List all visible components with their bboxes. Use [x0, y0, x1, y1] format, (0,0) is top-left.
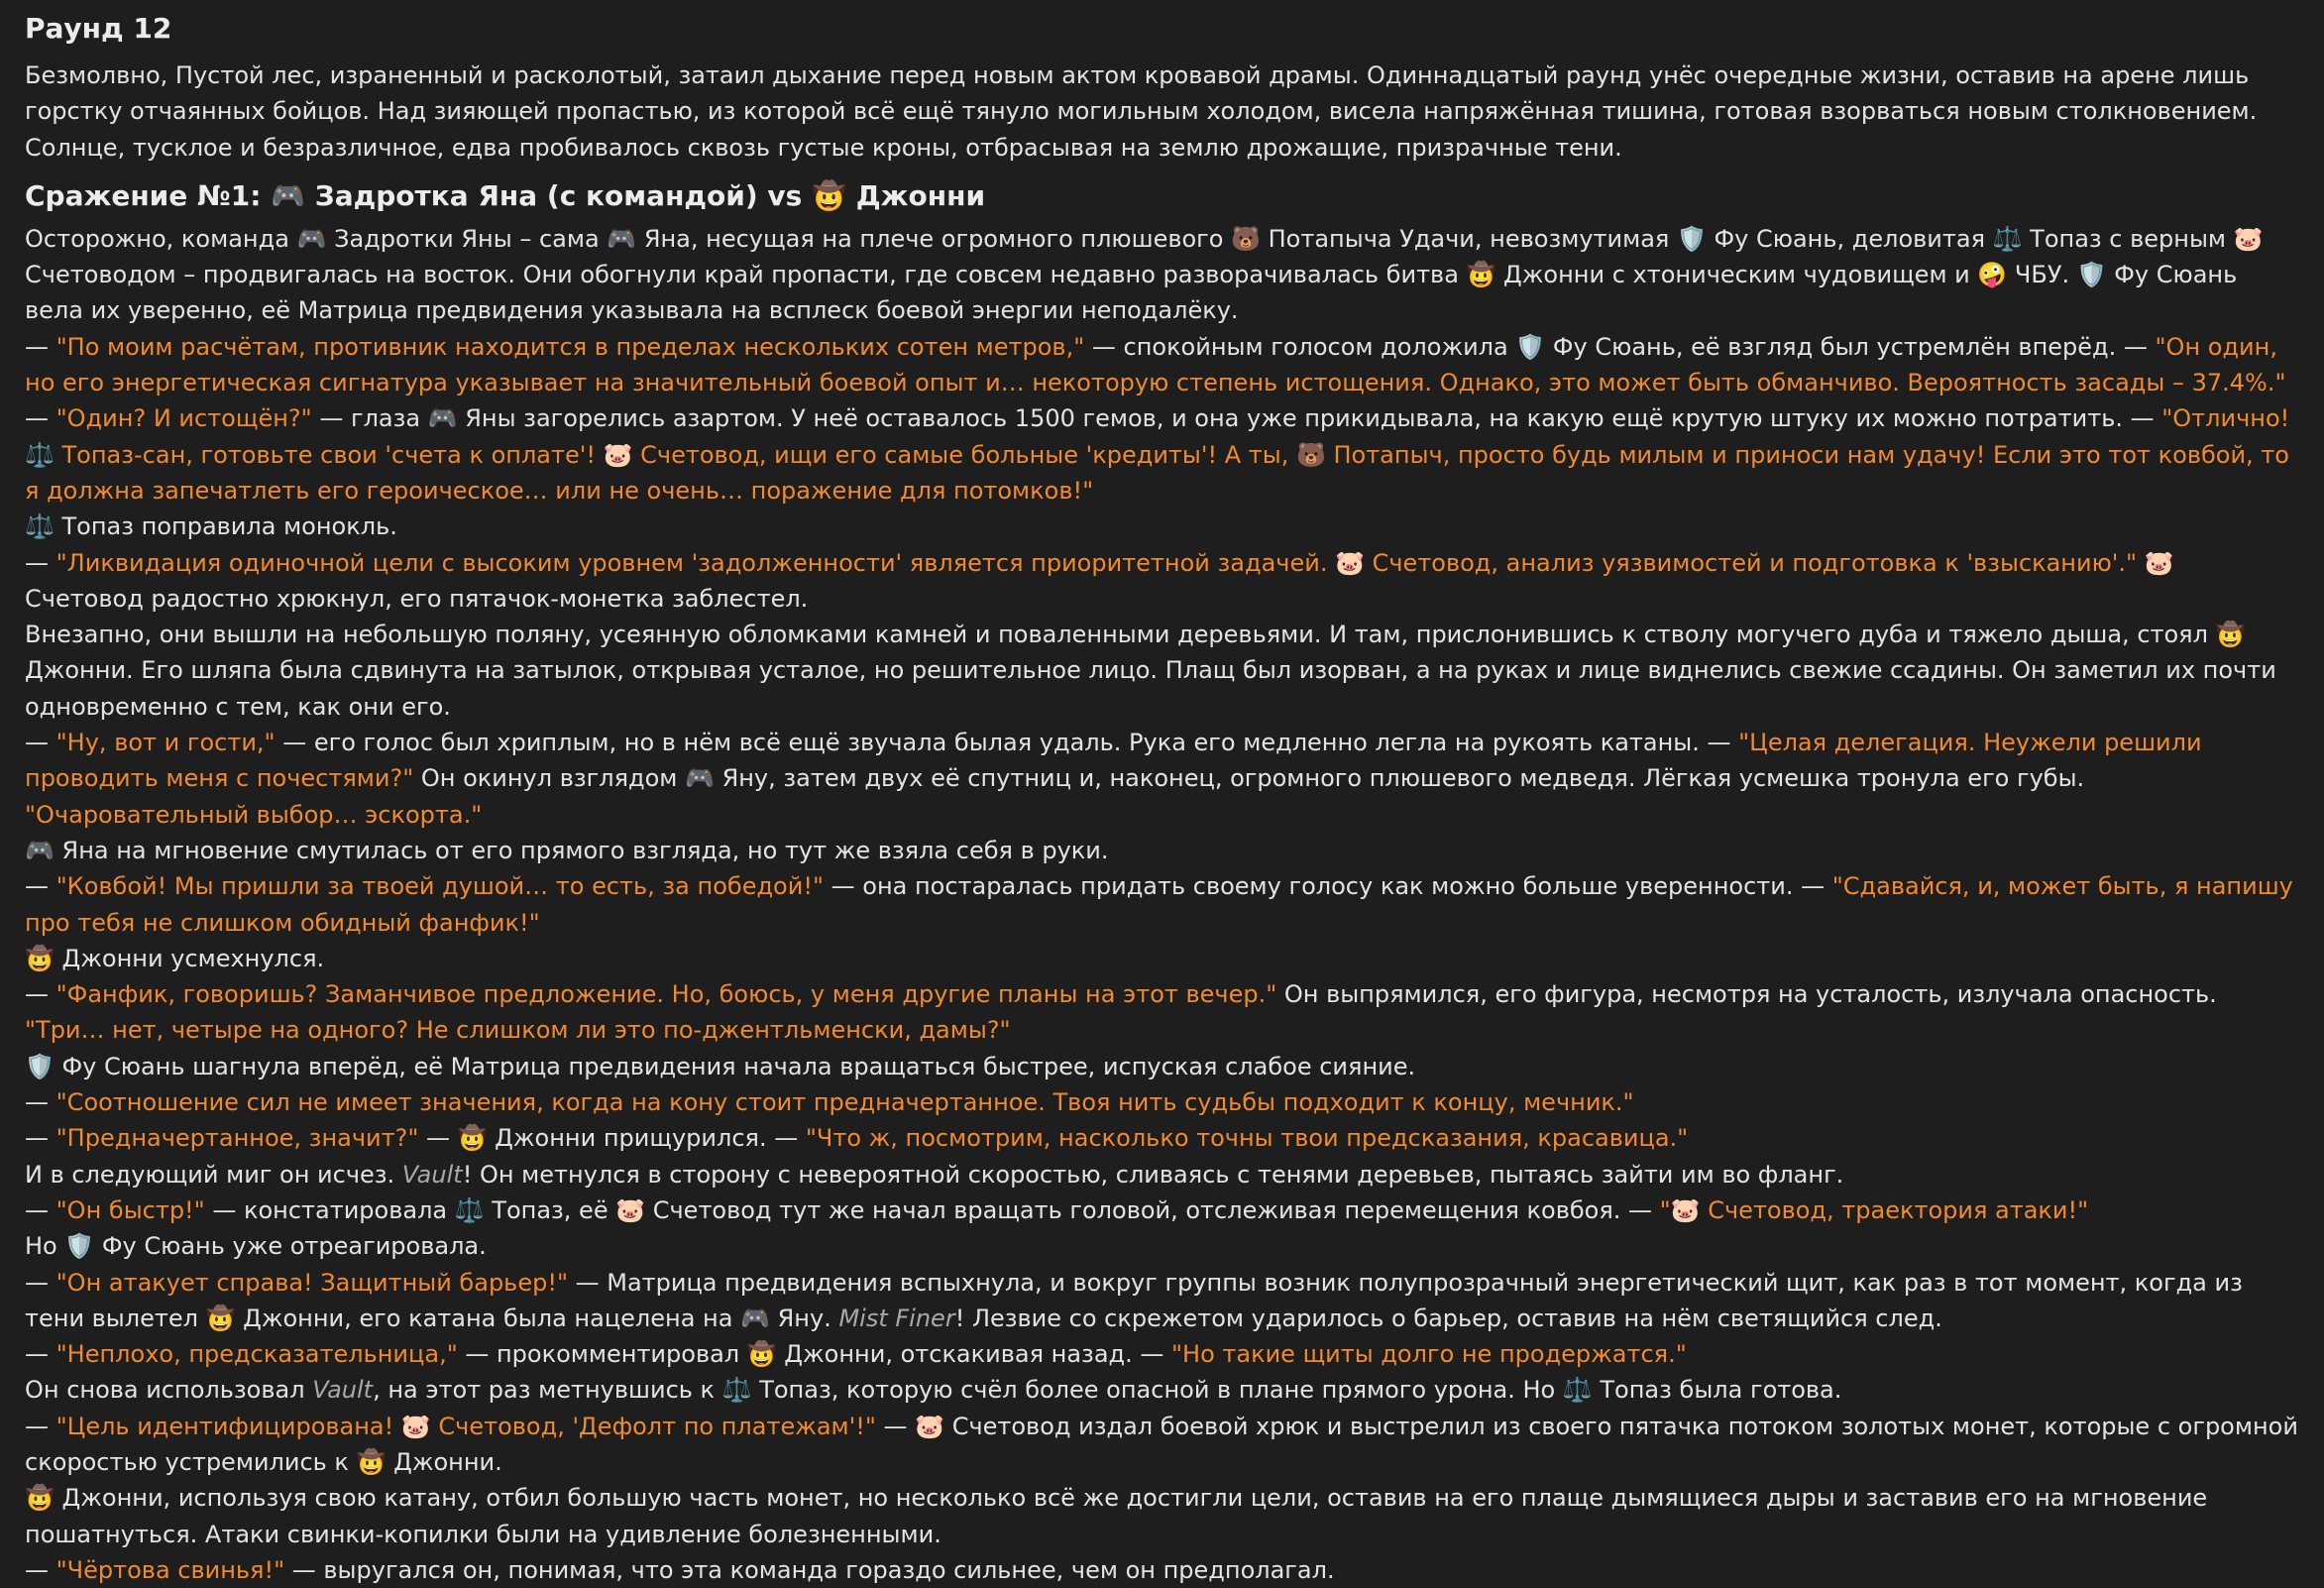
- narrative-text: — его голос был хриплым, но в нём всё ещё звучала былая удаль. Рука его медленно легла на рукоять катаны. —: [275, 729, 1739, 757]
- narrative-text: Джонни усмехнулся.: [54, 944, 325, 972]
- cowboy-icon: 🤠: [205, 1304, 236, 1332]
- cowboy-icon: 🤠: [356, 1447, 387, 1476]
- shield-icon: 🛡️: [25, 1052, 55, 1080]
- scales-icon: ⚖️: [25, 440, 55, 469]
- narrative-line: [25, 725, 2298, 833]
- narrative-line: [25, 941, 2298, 976]
- dialogue-quote: Счетовод, траектория атаки!": [1700, 1195, 2089, 1224]
- narrative-text: — она постаралась придать своему голосу как можно больше уверенности. —: [824, 872, 1832, 901]
- teddy-bear-icon: 🐻: [1295, 440, 1326, 469]
- narrative-text: Счетовод издал боевой хрюк и выстрелил из своего пятачка потоком золотых монет, которые с огромной скоростью устремились к: [25, 1412, 2298, 1476]
- narrative-text: —: [25, 1088, 56, 1117]
- dialogue-quote: ": [1659, 1195, 1671, 1224]
- pig-icon: 🐷: [1335, 548, 1365, 577]
- narrative-text: —: [25, 1555, 56, 1584]
- narrative-text: Счетовод радостно хрюкнул, его пятачок-монетка заблестел.: [25, 584, 809, 613]
- narrative-text: —: [25, 332, 56, 361]
- dialogue-quote: "Три… нет, четыре на одного? Не слишком ли это по-джентльменски, дамы?": [25, 1016, 1011, 1045]
- narrative-line: [25, 1552, 2298, 1588]
- narrative-line: [25, 1157, 2298, 1192]
- dialogue-quote: "Фанфик, говоришь? Заманчивое предложение. Но, боюсь, у меня другие планы на этот вечер.": [55, 980, 1277, 1009]
- narrative-text: Но: [25, 1232, 65, 1261]
- narrative-text: — прокомментировал: [457, 1340, 747, 1369]
- battle-title-opponent: Джонни: [855, 178, 986, 212]
- gamepad-icon: 🎮: [296, 224, 327, 253]
- shield-icon: 🛡️: [64, 1232, 95, 1261]
- cowboy-icon: 🤠: [812, 178, 846, 212]
- narrative-text: —: [25, 980, 56, 1009]
- battle-title-team: Задротка Яна (с командой) vs: [314, 178, 813, 212]
- skill-name: Mist Finer: [838, 1304, 955, 1332]
- dialogue-quote: "Но такие щиты долго не продержатся.": [1171, 1340, 1687, 1369]
- cowboy-icon: 🤠: [457, 1124, 488, 1153]
- narrative-text: Яны загорелись азартом. У неё оставалось 1500 гемов, и она уже прикидывала, на какую ещё крутую штуку их можно потратить. —: [457, 404, 2162, 433]
- gamepad-icon: 🎮: [607, 224, 637, 253]
- dialogue-quote: Топаз-сан, готовьте свои 'счета к оплате'!: [54, 440, 604, 469]
- dialogue-quote: "Очаровательный выбор… эскорта.": [25, 800, 483, 829]
- skill-name: Vault: [401, 1160, 463, 1189]
- narrative-text: —: [875, 1412, 916, 1440]
- dialogue-quote: "Он атакует справа! Защитный барьер!": [55, 1268, 568, 1297]
- narrative-text: Топаз, которую счёл более опасной в плане прямого урона. Но: [751, 1376, 1563, 1405]
- narrative-line: [25, 1336, 2298, 1372]
- narrative-line: [25, 1372, 2298, 1408]
- narrative-text: Джонни, отскакивая назад. —: [776, 1340, 1171, 1369]
- narrative-line: [25, 509, 2298, 544]
- narrative-text: Джонни. Его шляпа была сдвинута на затылок, открывая усталое, но решительное лицо. Плащ был изорван, а на руках и лице виднелись свежие ссадины. Он заметил их почти одновременно с тем, как они его.: [25, 656, 2276, 721]
- narrative-text: Задротки Яны – сама: [326, 224, 608, 253]
- narrative-text: Джонни прищурился. —: [487, 1124, 806, 1153]
- scales-icon: ⚖️: [1562, 1376, 1593, 1405]
- crazy-face-icon: 🤪: [1977, 261, 2008, 289]
- narrative-line: [25, 617, 2298, 725]
- narrative-text: , на этот раз метнувшись к: [373, 1376, 722, 1405]
- narrative-text: Топаз, её: [484, 1195, 616, 1224]
- dialogue-quote: "Ликвидация одиночной цели с высоким уровнем 'задолженности' является приоритетной задачей.: [55, 548, 1336, 577]
- dialogue-quote: "Ковбой! Мы пришли за твоей душой… то есть, за победой!": [55, 872, 824, 901]
- narrative-line: [25, 1228, 2298, 1264]
- narrative-text: —: [25, 1124, 56, 1153]
- battle-title: [25, 177, 2298, 215]
- narrative-text: Фу Сюань вела их уверенно, её Матрица предвидения указывала на всплеск боевой энергии неподалёку.: [25, 261, 2238, 325]
- narrative-text: Фу Сюань шагнула вперёд, её Матрица предвидения начала вращаться быстрее, испуская слабое сияние.: [54, 1052, 1416, 1080]
- narrative-line: [25, 1409, 2298, 1481]
- narrative-text: — Матрица предвидения вспыхнула, и вокруг группы возник полупрозрачный энергетический щит, как раз в тот момент, когда из тени вылетел: [25, 1268, 2243, 1332]
- narrative-line: [25, 868, 2298, 941]
- narrative-line: [25, 1265, 2298, 1337]
- shield-icon: 🛡️: [1515, 332, 1546, 361]
- gamepad-icon: 🎮: [427, 404, 458, 433]
- narrative-text: —: [25, 1195, 56, 1224]
- pig-icon: 🐷: [2233, 224, 2264, 253]
- narrative-text: Осторожно, команда: [25, 224, 297, 253]
- pig-icon: 🐷: [1670, 1195, 1701, 1224]
- scales-icon: ⚖️: [721, 1376, 752, 1405]
- narrative-text: И в следующий миг он исчез.: [25, 1160, 402, 1189]
- gamepad-icon: 🎮: [740, 1304, 770, 1332]
- narrative-line: [25, 976, 2298, 1049]
- scales-icon: ⚖️: [1992, 224, 2023, 253]
- narrative-text: Фу Сюань, её взгляд был устремлён вперёд. —: [1545, 332, 2156, 361]
- cowboy-icon: 🤠: [1466, 261, 1496, 289]
- battle-text: [25, 221, 2298, 1588]
- narrative-text: Внезапно, они вышли на небольшую поляну, усеянную обломками камней и поваленными деревьями. И там, прислонившись к стволу могучего дуба и тяжело дыша, стоял: [25, 621, 2216, 649]
- narrative-text: Счетовод тут же начал вращать головой, отслеживая перемещения ковбоя. —: [645, 1195, 1660, 1224]
- gamepad-icon: 🎮: [25, 836, 55, 864]
- narrative-text: —: [25, 404, 56, 433]
- narrative-text: —: [25, 1412, 56, 1440]
- narrative-text: Джонни, его катана была нацелена на: [235, 1304, 741, 1332]
- pig-icon: 🐷: [603, 440, 633, 469]
- narrative-line: [25, 221, 2298, 329]
- narrative-text: —: [25, 1340, 56, 1369]
- dialogue-quote: "Предначертанное, значит?": [55, 1124, 419, 1153]
- narrative-text: —: [25, 872, 56, 901]
- narrative-text: ЧБУ.: [2007, 261, 2077, 289]
- narrative-text: —: [25, 729, 56, 757]
- dialogue-quote: Счетовод, ищи его самые больные 'кредиты'! А ты,: [632, 440, 1296, 469]
- narrative-text: [2137, 549, 2145, 577]
- shield-icon: 🛡️: [2076, 261, 2107, 289]
- narrative-text: Он снова использовал: [25, 1376, 313, 1405]
- narrative-line: [25, 329, 2298, 401]
- dialogue-quote: "Неплохо, предсказательница,": [55, 1340, 458, 1369]
- narrative-text: Он выпрямился, его фигура, несмотря на усталость, излучала опасность.: [1276, 980, 2217, 1009]
- narrative-text: —: [25, 1268, 56, 1297]
- battle-title-prefix: Сражение №1:: [25, 178, 272, 212]
- narrative-text: Топаз поправила монокль.: [54, 512, 397, 541]
- narrative-line: [25, 545, 2298, 618]
- dialogue-quote: "Целая делегация. Неужели решили проводить меня с почестями?": [25, 729, 2202, 793]
- narrative-text: Джонни с хтоническим чудовищем и: [1495, 261, 1978, 289]
- skill-name: Vault: [312, 1376, 374, 1405]
- dialogue-quote: "По моим расчётам, противник находится в пределах нескольких сотен метров,": [55, 332, 1085, 361]
- dialogue-quote: "Он быстр!": [55, 1195, 205, 1224]
- narrative-text: Счетоводом – продвигалась на восток. Они обогнули край пропасти, где совсем недавно разворачивалась битва: [25, 261, 1467, 289]
- narrative-text: Фу Сюань уже отреагировала.: [94, 1232, 487, 1261]
- dialogue-quote: "Чёртова свинья!": [55, 1555, 285, 1584]
- narrative-text: — глаза: [311, 404, 428, 433]
- narrative-text: Яна, несущая на плече огромного плюшевого: [636, 224, 1232, 253]
- narrative-line: [25, 1120, 2298, 1156]
- gamepad-icon: 🎮: [685, 764, 715, 793]
- dialogue-quote: "Сдавайся, и, может быть, я напишу про тебя не слишком обидный фанфик!": [25, 872, 2293, 937]
- cowboy-icon: 🤠: [746, 1340, 777, 1369]
- cowboy-icon: 🤠: [25, 944, 55, 972]
- narrative-line: [25, 1192, 2298, 1228]
- dialogue-quote: Счетовод, 'Дефолт по платежам'!": [430, 1412, 876, 1440]
- gamepad-icon: 🎮: [271, 178, 306, 212]
- dialogue-quote: "Что ж, посмотрим, насколько точны твои предсказания, красавица.": [805, 1124, 1689, 1153]
- narrative-text: —: [25, 548, 56, 577]
- teddy-bear-icon: 🐻: [1231, 224, 1261, 253]
- narrative-text: — спокойным голосом доложила: [1084, 332, 1516, 361]
- narrative-text: Топаз с верным: [2022, 224, 2234, 253]
- narrative-line: [25, 1480, 2298, 1552]
- pig-icon: 🐷: [915, 1412, 945, 1440]
- scales-icon: ⚖️: [454, 1195, 485, 1224]
- narrative-line: [25, 833, 2298, 868]
- pig-icon: 🐷: [400, 1412, 431, 1440]
- dialogue-quote: Потапыч, просто будь милым и приноси нам удачу! Если это тот ковбой, то я должна запечатлеть его героическое… или не очень… поражение для потомков!": [25, 440, 2289, 505]
- narrative-text: — констатировала: [204, 1195, 455, 1224]
- intro-paragraph: Безмолвно, Пустой лес, израненный и расколотый, затаил дыхание перед новым актом кровавой драмы. Одиннадцатый раунд унёс очередные жизни, оставив на арене лишь горстку отчаянных бойцов. Над зияющей пропастью, из которой всё ещё тянуло могильным холодом, висела напряжённая тишина, готовая взорваться новым столкновением. Солнце, тусклое и безразличное, едва пробивалось сквозь густые кроны, отбрасывая на землю дрожащие, призрачные тени.: [25, 61, 2258, 162]
- dialogue-quote: "Один? И истощён?": [55, 404, 312, 433]
- narrative-line: [25, 400, 2298, 509]
- narrative-text: Фу Сюань, деловитая: [1706, 224, 1993, 253]
- pig-icon: 🐷: [2144, 548, 2174, 577]
- narrative-line: [25, 1084, 2298, 1120]
- cowboy-icon: 🤠: [25, 1484, 55, 1513]
- narrative-line: [25, 1049, 2298, 1084]
- dialogue-quote: "Отлично!: [2161, 404, 2290, 433]
- narrative-text: Яну.: [769, 1304, 839, 1332]
- narrative-text: Джонни, используя свою катану, отбил большую часть монет, но несколько всё же достигли цели, оставив на его плаще дымящиеся дыры и заставив его на мгновение пошатнуться. Атаки свинки-копилки были на удивление болезненными.: [25, 1484, 2208, 1548]
- dialogue-quote: "Ну, вот и гости,": [55, 729, 276, 757]
- narrative-text: Он окинул взглядом: [413, 764, 686, 793]
- narrative-text: ! Лезвие со скрежетом ударилось о барьер, оставив на нём светящийся след.: [954, 1304, 1942, 1332]
- round-title: Раунд 12: [25, 12, 172, 45]
- narrative-text: Джонни.: [386, 1447, 502, 1476]
- narrative-text: Потапыча Удачи, невозмутимая: [1261, 224, 1677, 253]
- dialogue-quote: "Цель идентифицирована!: [55, 1412, 401, 1440]
- narrative-text: —: [418, 1124, 458, 1153]
- dialogue-quote: "Он один, но его энергетическая сигнатура указывает на значительный боевой опыт и… некоторую степень истощения. Однако, это может быть обманчиво. Вероятность засады – 37.4%.": [25, 332, 2286, 397]
- shield-icon: 🛡️: [1676, 224, 1707, 253]
- narrative-text: Топаз была готова.: [1592, 1376, 1842, 1405]
- pig-icon: 🐷: [615, 1195, 646, 1224]
- narrative-text: — выругался он, понимая, что эта команда гораздо сильнее, чем он предполагал.: [284, 1555, 1335, 1584]
- cowboy-icon: 🤠: [2215, 621, 2246, 649]
- dialogue-quote: "Соотношение сил не имеет значения, когда на кону стоит предначертанное. Твоя нить судьбы подходит к концу, мечник.": [55, 1088, 1634, 1117]
- narrative-text: Яна на мгновение смутилась от его прямого взгляда, но тут же взяла себя в руки.: [54, 836, 1109, 864]
- narrative-text: ! Он метнулся в сторону с невероятной скоростью, сливаясь с тенями деревьев, пытаясь зайти им во фланг.: [462, 1160, 1844, 1189]
- scales-icon: ⚖️: [25, 512, 55, 541]
- dialogue-quote: Счетовод, анализ уязвимостей и подготовка к 'взысканию'.": [1364, 548, 2138, 577]
- narrative-text: Яну, затем двух её спутниц и, наконец, огромного плюшевого медведя. Лёгкая усмешка тронула его губы.: [714, 764, 2085, 793]
